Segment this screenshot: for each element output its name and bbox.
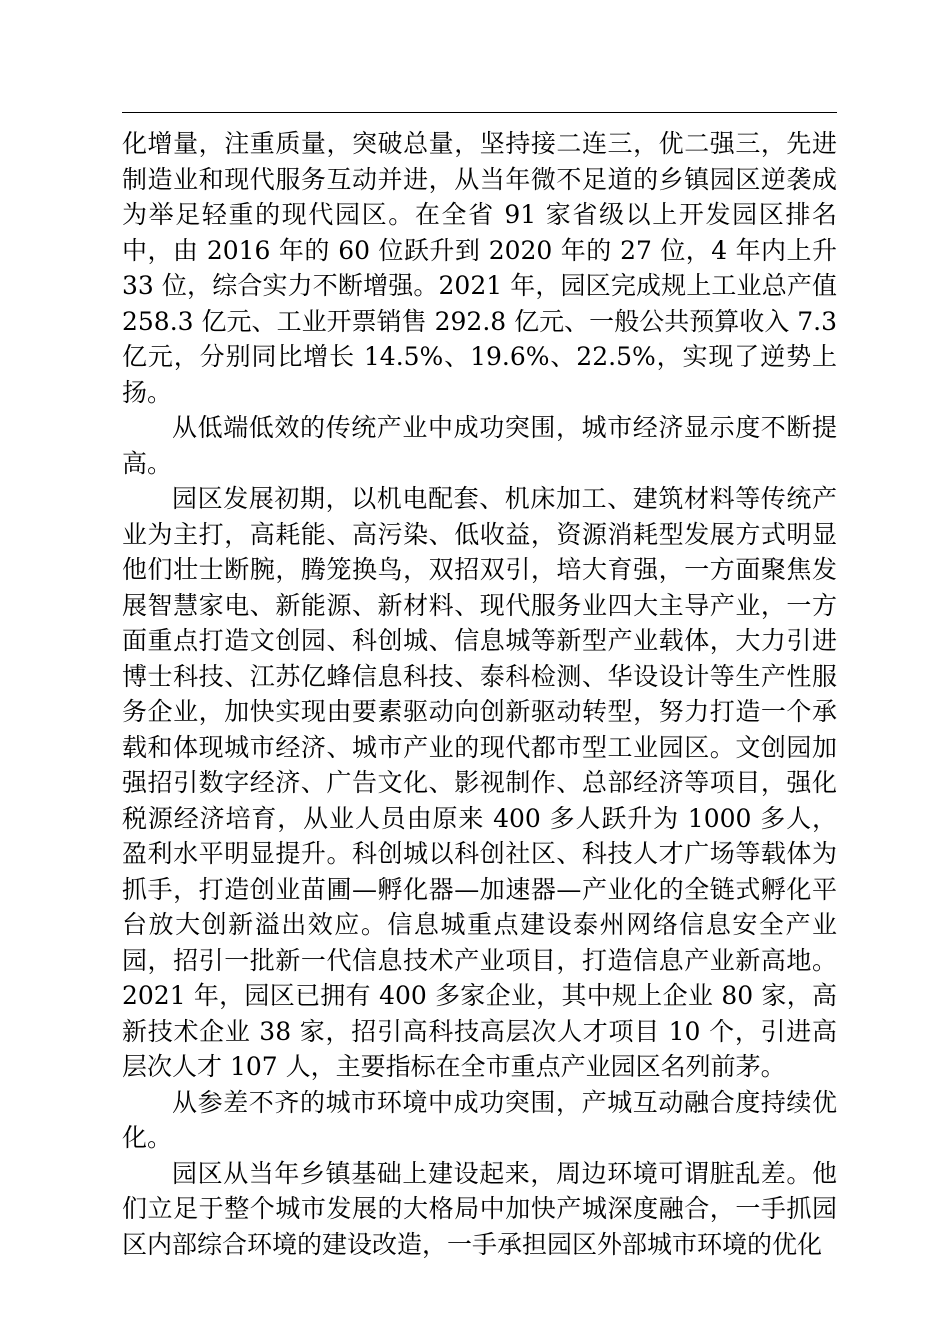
paragraph-3: 园区发展初期，以机电配套、机床加工、建筑材料等传统产业为主打，高耗能、高污染、低收益，资源消耗型发展方式明显他们壮士断腕，腾笼换鸟，双招双引，培大育强，一方面聚焦发展智慧家电、新能源、新材料、现代服务业四大主导产业，一方面重点打造文创园、科创城、信息城等新型产业载体，大力引进博士科技、江苏亿蜂信息科技、泰科检测、华设设计等生产性服务企业，加快实现由要素驱动向创新驱动转型，努力打造一个承载和体现城市经济、城市产业的现代都市型工业园区。文创园加强招引数字经济、广告文化、影视制作、总部经济等项目，强化税源经济培育，从业人员由原来 400 多人跃升为 1000 多人，盈利水平明显提升。科创城以科创社区、科技人才广场等载体为抓手，打造创业苗圃—孵化器—加速器—产业化的全链式孵化平台放大创新溢出效应。信息城重点建设泰州网络信息安全产业园，招引一批新一代信息技术产业项目，打造信息产业新高地。2021 年，园区已拥有 400 多家企业，其中规上企业 80 家，高新技术企业 38 家，招引高科技高层次人才项目 10 个，引进高层次人才 107 人，主要指标在全市重点产业园区名列前茅。	[122, 484, 837, 1081]
header-rule	[122, 112, 837, 113]
paragraph-1: 化增量，注重质量，突破总量，坚持接二连三，优二强三，先进制造业和现代服务互动并进，从当年微不足道的乡镇园区逆袭成为举足轻重的现代园区。在全省 91 家省级以上开发园区排名中，由 2016 年的 60 位跃升到 2020 年的 27 位，4 年内上升 33 位，综合实力不断增强。2021 年，园区完成规上工业总产值 258.3 亿元、工业开票销售 292.8 亿元、一般公共预算收入 7.3 亿元，分别同比增长 14.5%、19.6%、22.5%，实现了逆势上扬。	[122, 129, 837, 407]
paragraph-5: 园区从当年乡镇基础上建设起来，周边环境可谓脏乱差。他们立足于整个城市发展的大格局中加快产城深度融合，一手抓园区内部综合环境的建设改造，一手承担园区外部城市环境的优化	[122, 1158, 837, 1259]
body-text	[122, 126, 837, 1262]
paragraph-4: 从参差不齐的城市环境中成功突围，产城互动融合度持续优化。	[122, 1087, 837, 1152]
paragraph-2: 从低端低效的传统产业中成功突围，城市经济显示度不断提高。	[122, 413, 837, 478]
